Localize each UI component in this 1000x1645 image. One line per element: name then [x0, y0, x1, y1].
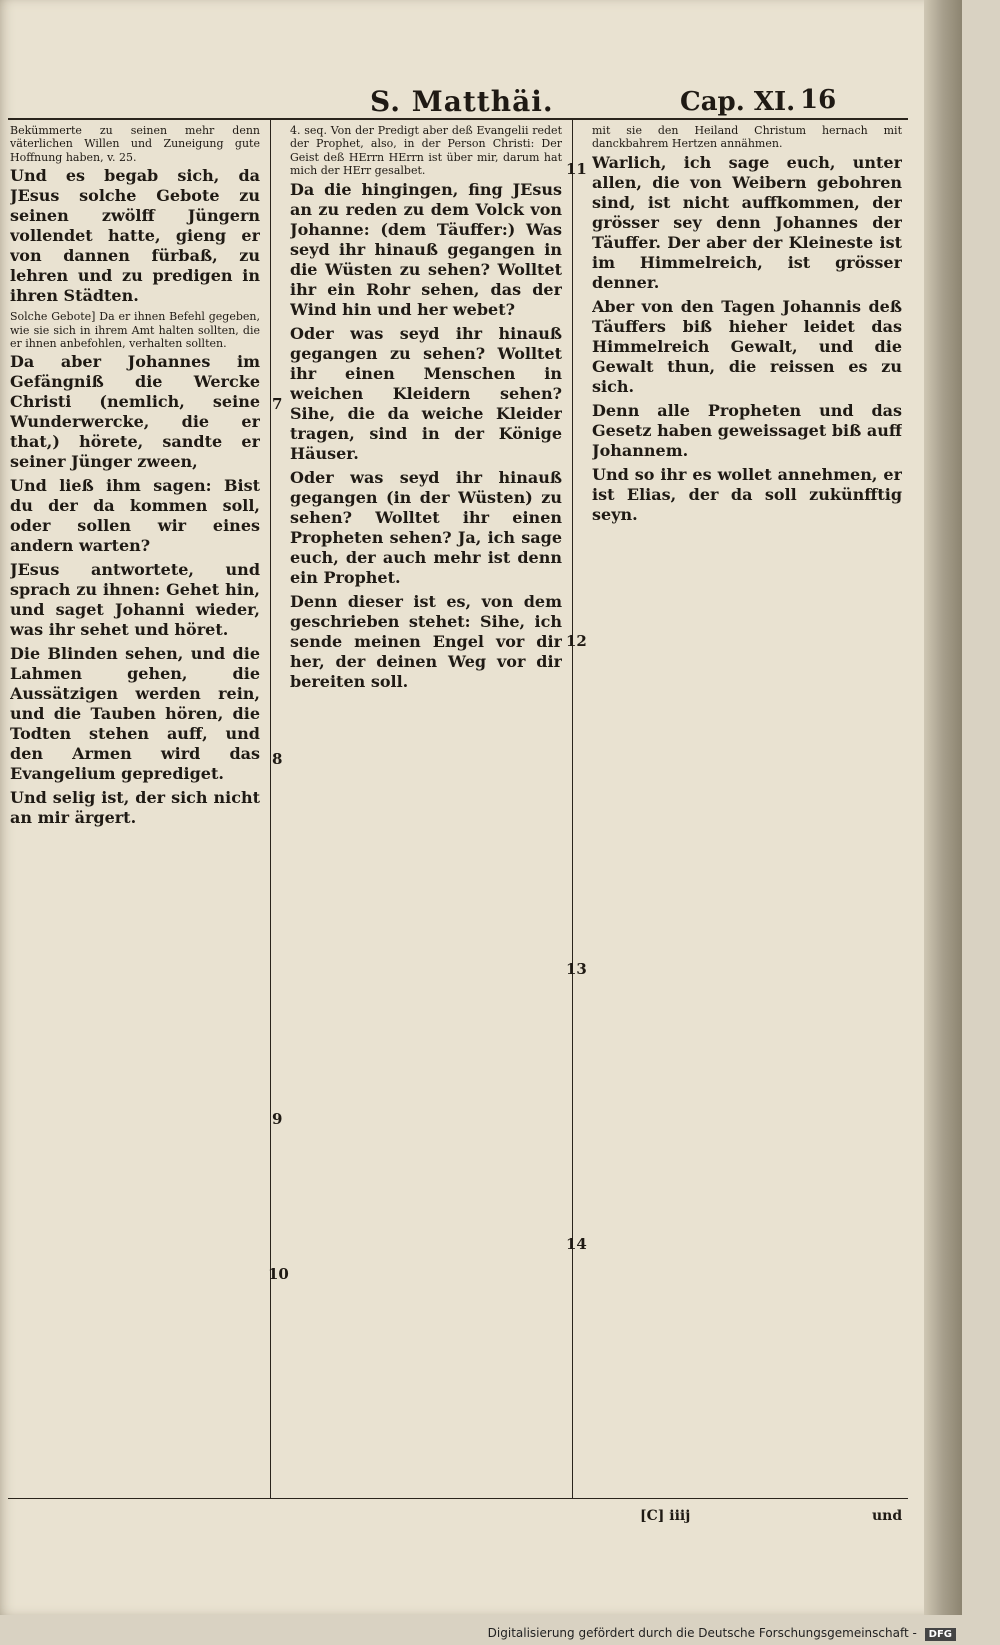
right-verse: Warlich, ich sage euch, unter allen, die von Weibern gebohren sind, ist nicht auffkommen, der grösser sey denn Johannes der Täuffer. Der aber der Kleineste ist im Himmelreich, ist grösser denner.	[592, 152, 902, 292]
digitization-credit	[488, 1626, 956, 1641]
page-header	[0, 85, 962, 129]
middle-verse: Oder was seyd ihr hinauß gegangen (in der Wüsten) zu sehen? Wolltet ihr einen Propheten sehen? Ja, ich sage euch, der auch mehr ist denn ein Prophet.	[290, 467, 562, 587]
verse-number: 8	[272, 750, 283, 768]
middle-column	[290, 124, 562, 1499]
left-column	[10, 124, 260, 1499]
verse-number: 9	[272, 1110, 283, 1128]
middle-verse: Da die hingingen, fing JEsus an zu reden zu dem Volck von Johanne: (dem Täuffer:) Was seyd ihr hinauß gegangen in die Wüsten zu sehen? Wolltet ihr ein Rohr sehen, das der Wind hin und her webet?	[290, 179, 562, 319]
left-verse: JEsus antwortete, und sprach zu ihnen: Gehet hin, und saget Johanni wieder, was ihr sehet und höret.	[10, 560, 260, 640]
middle-paragraph: 4. seq. Von der Predigt aber deß Evangelii redet der Prophet, also, in der Person Christi: Der Geist deß HErrn HErrn ist über mir, darum hat mich der HErr gesalbet.	[290, 124, 562, 178]
verse-number: 10	[268, 1265, 289, 1283]
dfg-logo: DFG	[925, 1628, 956, 1641]
verse-number: 14	[566, 1235, 587, 1253]
left-verse: Und es begab sich, da JEsus solche Gebote zu seinen zwölff Jüngern vollendet hatte, gieng er von dannen fürbaß, zu lehren und zu predigen in ihren Städten.	[10, 166, 260, 306]
right-verse: Aber von den Tagen Johannis deß Täuffers biß hieher leidet das Himmelreich Gewalt, und die Gewalt thun, die reissen es zu sich.	[592, 296, 902, 396]
column-rule-left	[270, 118, 271, 1498]
left-paragraph: Solche Gebote] Da er ihnen Befehl gegeben, wie sie sich in ihrem Amt halten sollten, die er ihnen anbefohlen, verhalten sollten.	[10, 310, 260, 351]
page-number: 16	[800, 85, 837, 115]
signature-mark: [C] iiij	[640, 1508, 691, 1524]
page-edge	[924, 0, 962, 1615]
middle-verse: Oder was seyd ihr hinauß gegangen zu sehen? Wolltet ihr einen Menschen in weichen Kleidern sehen? Sihe, die da weiche Kleider tragen, sind in der Könige Häuser.	[290, 323, 562, 463]
column-rule-right	[572, 118, 573, 1498]
right-verse: Und so ihr es wollet annehmen, er ist Elias, der da soll zukünfftig seyn.	[592, 464, 902, 524]
catchword: und	[872, 1508, 903, 1524]
verse-number: 11	[566, 160, 587, 178]
middle-verse: Denn dieser ist es, von dem geschrieben stehet: Sihe, ich sende meinen Engel vor dir her, der deinen Weg vor dir bereiten soll.	[290, 591, 562, 691]
verse-number: 13	[566, 960, 587, 978]
chapter-heading: Cap. XI.	[680, 87, 796, 117]
right-column	[592, 124, 902, 1499]
header-rule	[8, 118, 908, 120]
right-paragraph: mit sie den Heiland Christum hernach mit danckbahrem Hertzen annähmen.	[592, 124, 902, 151]
left-paragraph: Bekümmerte zu seinen mehr denn väterlichen Willen und Zuneigung gute Hoffnung haben, v. 25.	[10, 124, 260, 164]
verse-number: 7	[272, 395, 283, 413]
left-verse: Und ließ ihm sagen: Bist du der da kommen soll, oder sollen wir eines andern warten?	[10, 476, 260, 556]
left-verse: Und selig ist, der sich nicht an mir ärgert.	[10, 788, 260, 828]
left-verse: Da aber Johannes im Gefängniß die Wercke Christi (nemlich, seine Wunderwercke, die er that,) hörete, sandte er seiner Jünger zween,	[10, 352, 260, 472]
verse-number: 12	[566, 632, 587, 650]
left-verse: Die Blinden sehen, und die Lahmen gehen, die Aussätzigen werden rein, und die Tauben hören, die Todten stehen auff, und den Armen wird das Evangelium geprediget.	[10, 644, 260, 784]
credit-text: Digitalisierung gefördert durch die Deutsche Forschungsgemeinschaft -	[487, 1626, 917, 1640]
running-title: S. Matthäi.	[370, 85, 554, 118]
right-verse: Denn alle Propheten und das Gesetz haben geweissaget biß auff Johannem.	[592, 400, 902, 460]
